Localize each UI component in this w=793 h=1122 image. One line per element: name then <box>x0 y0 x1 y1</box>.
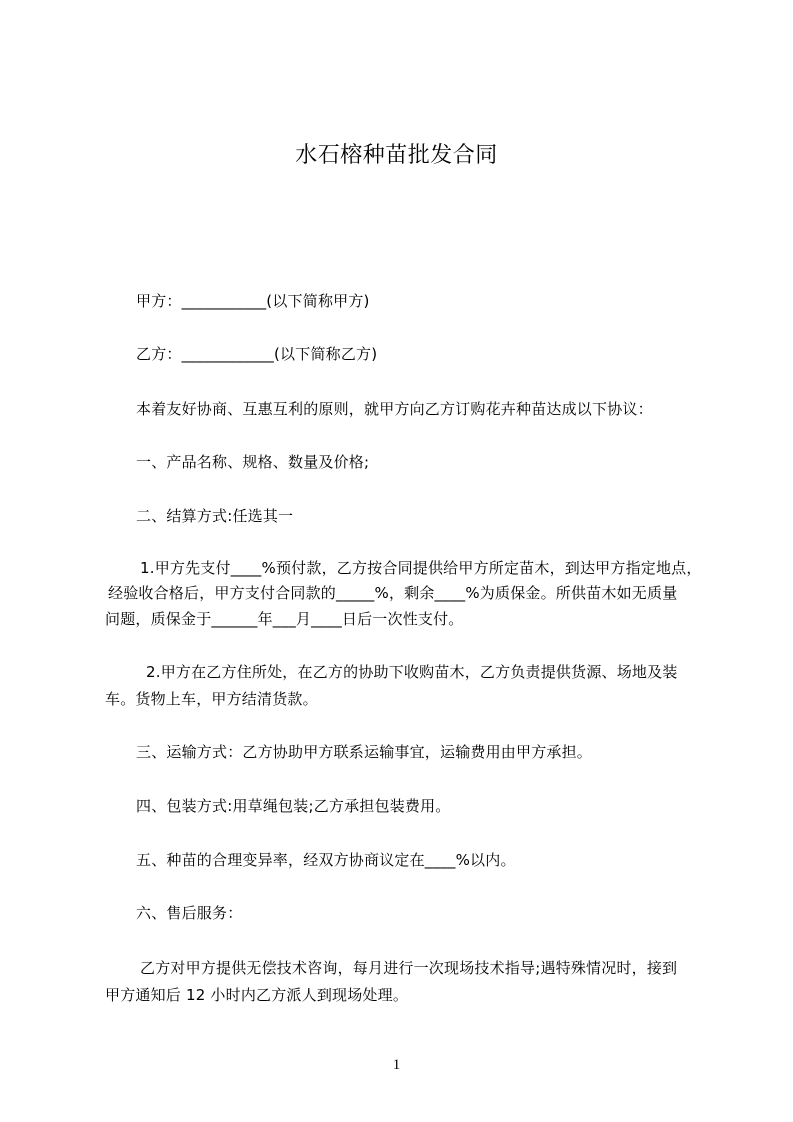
section-1-heading: 一、产品名称、规格、数量及价格; <box>136 453 370 471</box>
payment-option-1-line-1: 1.甲方先支付____%预付款，乙方按合同提供给甲方所定苗木，到达甲方指定地点， <box>140 559 702 577</box>
section-5-heading: 五、种苗的合理变异率，经双方协商议定在____%以内。 <box>136 851 516 869</box>
payment-option-1-line-3: 问题，质保金于______年___月____日后一次性支付。 <box>105 610 464 628</box>
payment-option-2-line-1: 2.甲方在乙方住所处，在乙方的协助下收购苗木，乙方负责提供货源、场地及装 <box>146 663 678 681</box>
section-6-heading: 六、售后服务： <box>136 904 243 922</box>
payment-option-2-line-2: 车。货物上车，甲方结清货款。 <box>105 690 318 708</box>
payment-option-1-line-2: 经验收合格后，甲方支付合同款的_____%，剩余____%为质保金。所供苗木如无质量 <box>108 584 678 602</box>
section-3-heading: 三、运输方式：乙方协助甲方联系运输事宜，运输费用由甲方承担。 <box>136 743 593 761</box>
preamble-paragraph: 本着友好协商、互惠互利的原则，就甲方向乙方订购花卉种苗达成以下协议： <box>136 400 653 418</box>
section-2-heading: 二、结算方式:任选其一 <box>136 507 294 525</box>
party-a-line: 甲方：___________(以下简称甲方) <box>136 292 370 310</box>
party-b-line: 乙方：____________(以下简称乙方) <box>136 345 378 363</box>
page-number: 1 <box>392 1057 401 1073</box>
section-4-heading: 四、包装方式:用草绳包装;乙方承担包装费用。 <box>136 797 451 815</box>
document-title: 水石榕种苗批发合同 <box>295 143 498 168</box>
after-sales-line-2: 甲方通知后 12 小时内乙方派人到现场处理。 <box>105 986 409 1004</box>
after-sales-line-1: 乙方对甲方提供无偿技术咨询，每月进行一次现场技术指导;遇特殊情况时，接到 <box>140 959 678 977</box>
